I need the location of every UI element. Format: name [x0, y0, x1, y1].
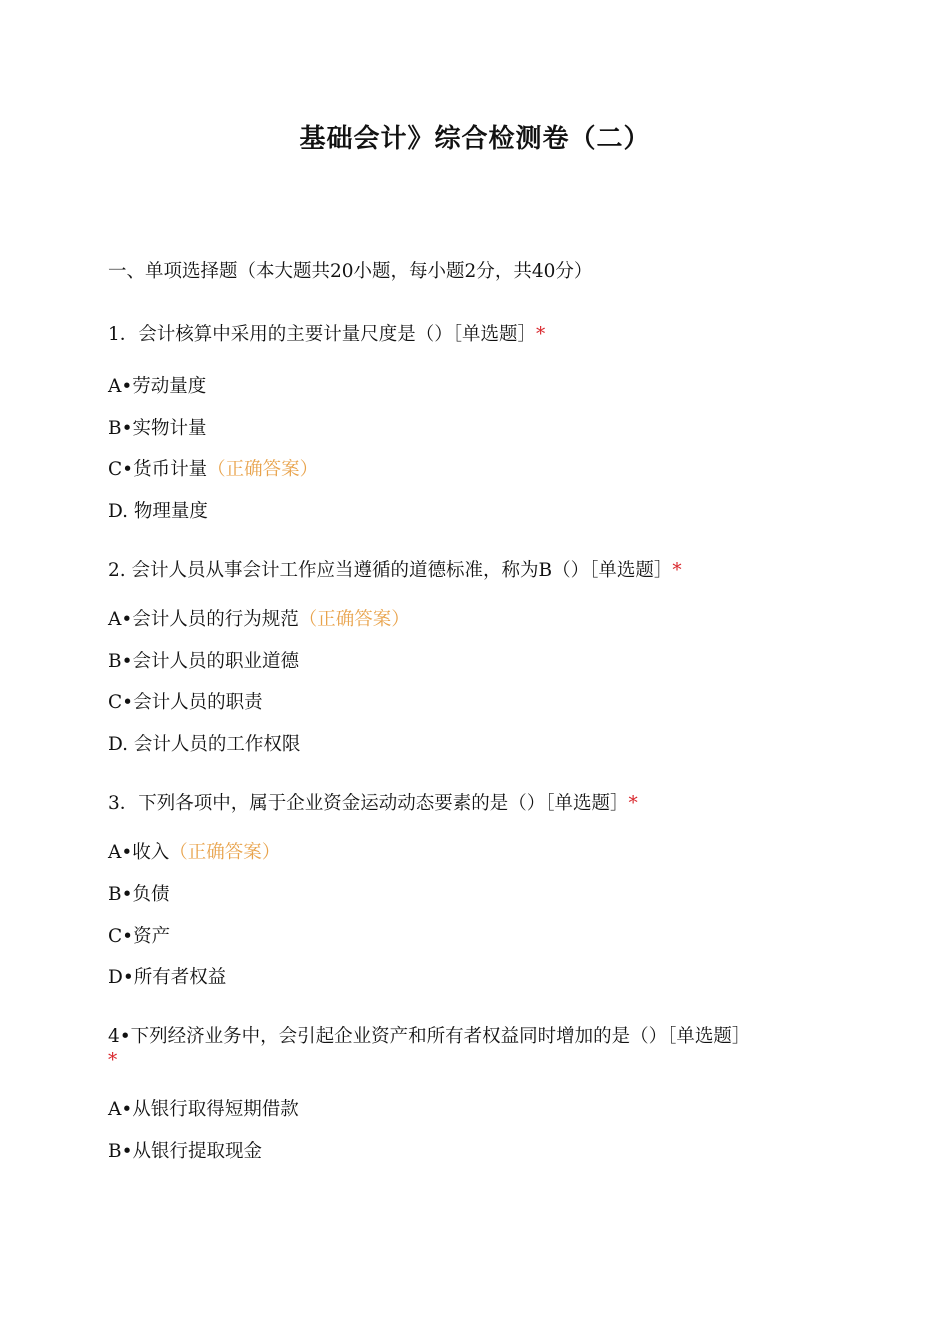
question-text: 3．下列各项中，属于企业资金运动动态要素的是（）［单选题］: [108, 793, 629, 814]
required-asterisk: *: [628, 793, 638, 814]
question-4-option-b: B•从银行提取现金: [108, 1141, 263, 1162]
correct-answer-label: （正确答案）: [298, 609, 410, 630]
question-3-option-a: [108, 841, 280, 865]
question-3-option-b: B•负债: [108, 884, 170, 905]
question-2-option-a: [108, 608, 410, 632]
question-2-stem: [108, 559, 682, 583]
question-1-option-c: [108, 458, 318, 482]
section-heading: 一、单项选择题（本大题共20小题，每小题2分，共40分）: [108, 261, 593, 282]
question-3-stem: [108, 792, 638, 816]
question-2-option-d: D. 会计人员的工作权限: [108, 734, 301, 755]
question-3-option-c: C•资产: [108, 926, 171, 947]
question-text: 4•下列经济业务中，会引起企业资产和所有者权益同时增加的是（）［单选题］: [108, 1026, 751, 1047]
correct-answer-label: （正确答案）: [169, 842, 281, 863]
required-asterisk: *: [108, 1050, 118, 1071]
correct-answer-label: （正确答案）: [207, 459, 319, 480]
question-4-option-a: A•从银行取得短期借款: [108, 1099, 299, 1120]
question-3-option-d: D•所有者权益: [108, 967, 227, 988]
question-2-option-c: C•会计人员的职责: [108, 692, 263, 713]
question-2-option-b: B•会计人员的职业道德: [108, 651, 300, 672]
question-text: 1．会计核算中采用的主要计量尺度是（）［单选题］: [108, 324, 537, 345]
required-asterisk: *: [536, 324, 546, 345]
option-text: C•货币计量: [108, 459, 208, 480]
question-1-option-b: B•实物计量: [108, 418, 207, 439]
document-title: 基础会计》综合检测卷（二）: [299, 124, 651, 154]
question-1-option-d: D. 物理量度: [108, 501, 208, 522]
question-4-stem: [108, 1025, 823, 1073]
option-text: A•会计人员的行为规范: [108, 609, 299, 630]
question-1-stem: [108, 323, 545, 347]
question-text: 2. 会计人员从事会计工作应当遵循的道德标准，称为B（）［单选题］: [108, 560, 673, 581]
required-asterisk: *: [672, 560, 682, 581]
option-text: A•收入: [108, 842, 170, 863]
question-1-option-a: A•劳动量度: [108, 376, 207, 397]
